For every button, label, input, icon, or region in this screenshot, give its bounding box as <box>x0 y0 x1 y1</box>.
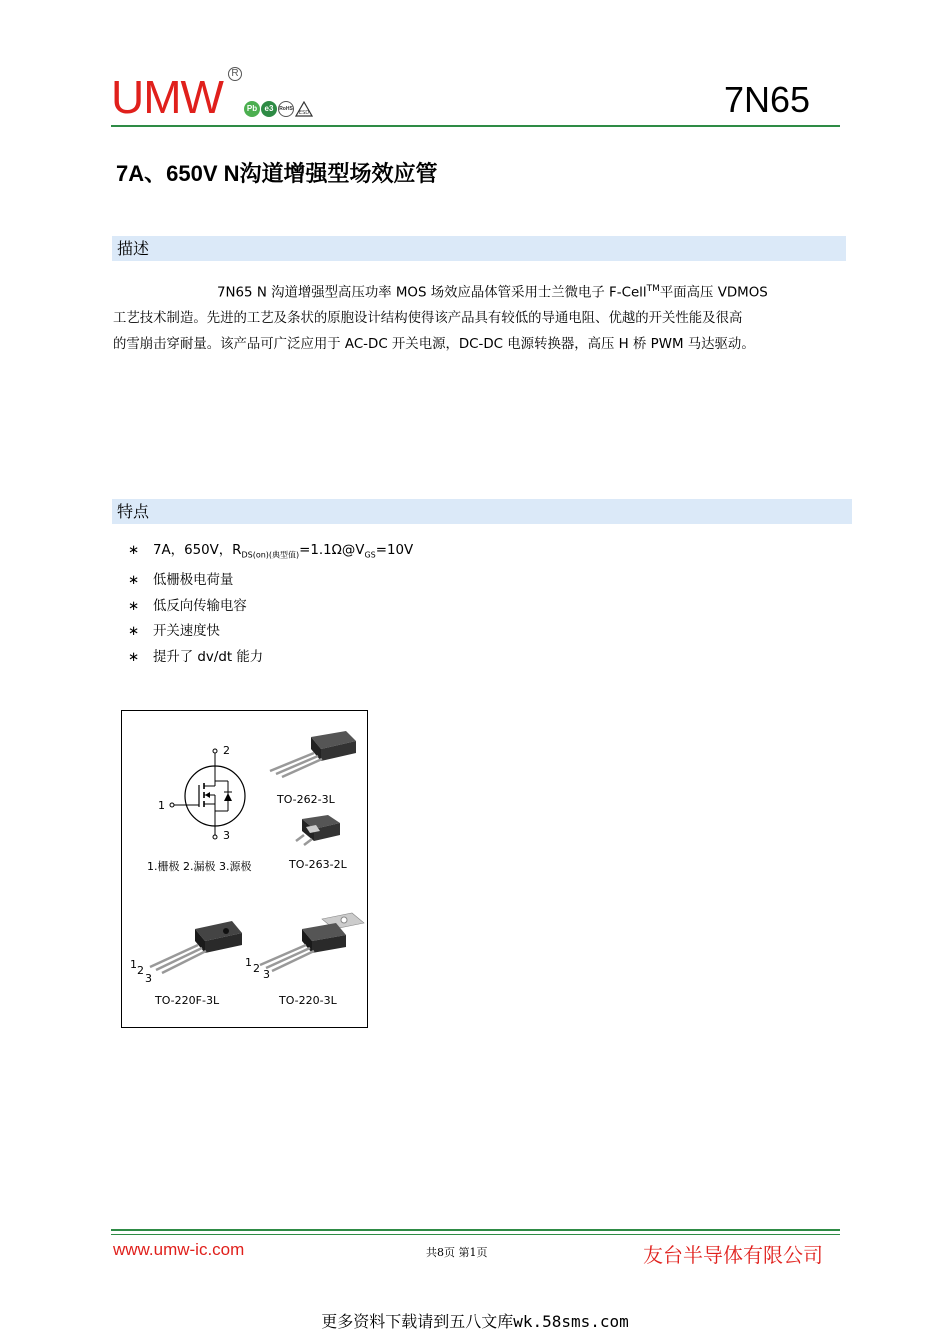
description-heading: 描述 <box>117 239 150 258</box>
feature-item: ∗ 开关速度快 <box>128 624 220 640</box>
footer-divider-thin <box>111 1234 840 1235</box>
feature-item: ∗ 低栅极电荷量 <box>128 573 234 589</box>
description-line-2: 工艺技术制造。先进的工艺及条状的原胞设计结构使得该产品具有较低的导通电阻、优越的开关性能及很高 <box>113 311 743 327</box>
to262-package-icon <box>266 727 361 779</box>
package-label-to262: TO-262-3L <box>277 793 335 806</box>
pin-label-drain: 2 <box>223 744 230 757</box>
lead-number: 3 <box>145 972 152 985</box>
footer-divider <box>111 1229 840 1231</box>
page-indicator: 共8页 第1页 <box>426 1246 488 1259</box>
lead-number: 2 <box>137 964 144 977</box>
footer-website-link[interactable]: www.umw-ic.com <box>113 1240 245 1259</box>
lead-number: 1 <box>245 956 252 969</box>
features-heading: 特点 <box>117 502 150 521</box>
feature-item: ∗ 低反向传输电容 <box>128 598 247 614</box>
mosfet-symbol-icon <box>152 741 262 841</box>
download-ad-banner[interactable]: 更多资料下载请到五八文库wk.58sms.com <box>321 1312 629 1331</box>
feature-item: ∗ 7A，650V，$R_{DS(on)(典型值)}=1.1\Omega@V_{GS}=10V$ <box>128 543 414 560</box>
feature-item: ∗ 提升了 dv/dt 能力 <box>128 649 264 665</box>
features-list <box>128 538 413 670</box>
features-section-bar <box>112 499 852 524</box>
to220-package-icon <box>252 911 367 973</box>
lead-number: 1 <box>130 958 137 971</box>
package-label-to263: TO-263-2L <box>289 858 347 871</box>
e3-icon: e3 <box>261 101 277 117</box>
esd-label: ESD <box>298 109 310 116</box>
package-label-to220f: TO-220F-3L <box>155 994 220 1007</box>
package-figure <box>121 710 368 1028</box>
umw-logo: UMW <box>111 71 223 123</box>
lead-number: 2 <box>253 962 260 975</box>
rohs-icon: RoHS <box>278 101 294 117</box>
page-title: 7A、650V N沟道增强型场效应管 <box>116 161 438 186</box>
to220f-package-icon <box>140 915 250 975</box>
package-label-to220: TO-220-3L <box>279 994 337 1007</box>
part-number: 7N65 <box>723 79 810 120</box>
company-name: 友台半导体有限公司 <box>643 1243 823 1267</box>
registered-mark: R <box>228 67 242 81</box>
pin-legend: 1.栅极 2.漏极 3.源极 <box>147 860 252 873</box>
pin-label-gate: 1 <box>158 799 165 812</box>
description-line-1: 7N65 N 沟道增强型高压功率 MOS 场效应晶体管采用士兰微电子 F-Cell™平面高压 VDMOS <box>217 284 768 301</box>
pb-free-icon: Pb <box>244 101 260 117</box>
description-paragraph <box>113 276 845 358</box>
esd-warning-icon <box>295 101 313 117</box>
compliance-badges <box>244 100 313 118</box>
lead-number: 3 <box>263 968 270 981</box>
description-section-bar <box>112 236 846 261</box>
pin-label-source: 3 <box>223 829 230 842</box>
description-line-3: 的雪崩击穿耐量。该产品可广泛应用于 AC-DC 开关电源，DC-DC 电源转换器，高压 H 桥 PWM 马达驱动。 <box>113 337 755 353</box>
to263-package-icon <box>292 813 344 849</box>
header-divider <box>111 125 840 127</box>
